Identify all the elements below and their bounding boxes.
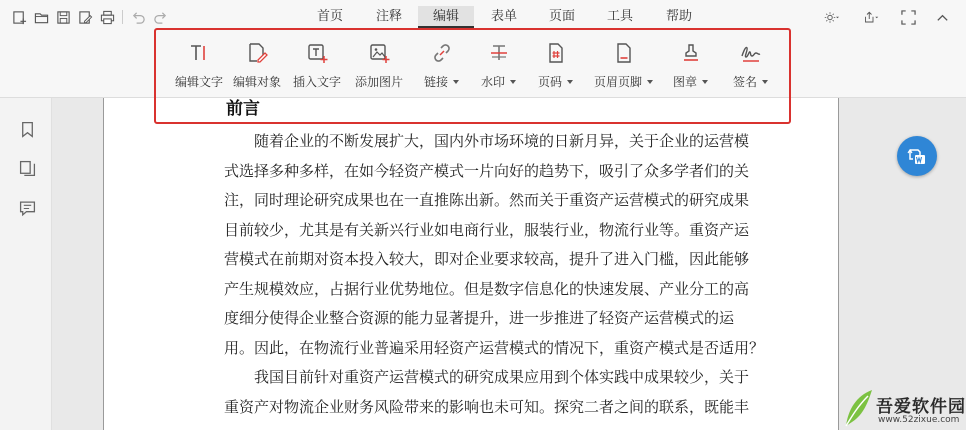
paragraph-line: 我国目前针对重资产运营模式的研究成果应用到个体实践中成果较少，关于	[254, 368, 750, 386]
page-number-dropdown[interactable]	[538, 40, 573, 92]
toolbar-divider	[122, 10, 123, 24]
comment-icon[interactable]	[17, 198, 37, 218]
main-tabs	[300, 6, 708, 28]
insert-text-button[interactable]	[293, 40, 341, 92]
document-page	[103, 98, 839, 430]
site-watermark	[838, 388, 966, 430]
convert-to-word-button[interactable]	[897, 136, 937, 176]
signature-icon	[740, 40, 762, 66]
tab-page[interactable]: 页面	[548, 9, 575, 24]
header-footer-label: 页眉页脚	[594, 75, 643, 89]
watermark-label: 水印	[481, 75, 506, 89]
leaf-logo-icon	[842, 388, 874, 428]
add-image-icon	[368, 40, 390, 66]
share-icon[interactable]	[858, 7, 884, 27]
chevron-down-icon	[567, 80, 573, 84]
edit-ribbon	[0, 34, 966, 98]
edit-object-label: 编辑对象	[233, 75, 282, 89]
chevron-down-icon	[702, 80, 708, 84]
edit-text-label: 编辑文字	[175, 75, 224, 89]
stamp-icon	[680, 40, 702, 66]
watermark-name: 吾爱软件园	[876, 397, 966, 417]
tab-annotate[interactable]: 注释	[375, 9, 402, 24]
theme-brightness-icon[interactable]	[818, 7, 844, 27]
add-image-button[interactable]	[355, 40, 403, 92]
page-number-icon	[545, 40, 567, 66]
bookmark-icon[interactable]	[17, 119, 37, 139]
save-as-icon[interactable]	[74, 7, 96, 27]
tab-home[interactable]: 首页	[316, 9, 343, 24]
paragraph-line: 产生规模效应，占据行业优势地位。但是数字信息化的快速发展、产业分工的高	[224, 279, 750, 298]
paragraph-line: 注，同时理论研究成果也在一直推陈出新。然而关于重资产运营模式的研究成果	[224, 191, 750, 209]
new-file-icon[interactable]	[8, 7, 30, 27]
add-image-label: 添加图片	[355, 75, 404, 89]
header-footer-dropdown[interactable]	[594, 40, 653, 92]
edit-object-button[interactable]	[233, 40, 281, 92]
edit-object-icon	[246, 40, 268, 66]
redo-icon[interactable]	[149, 7, 171, 27]
chevron-down-icon	[762, 80, 768, 84]
convert-word-icon	[905, 144, 929, 168]
link-dropdown[interactable]	[424, 40, 459, 92]
paragraph-line: 度细分使得企业整合资源的能力显著提升，进一步推进了轻资产运营模式的运	[224, 309, 735, 327]
watermark-icon	[488, 40, 510, 66]
thumbnails-icon[interactable]	[17, 158, 37, 178]
insert-text-icon	[306, 40, 328, 66]
print-icon[interactable]	[96, 7, 118, 27]
tab-edit[interactable]: 编辑	[418, 6, 474, 28]
edit-text-button[interactable]	[175, 40, 223, 92]
window-tools	[818, 7, 952, 27]
insert-text-label: 插入文字	[293, 75, 342, 89]
stamp-dropdown[interactable]	[673, 40, 708, 92]
tab-help[interactable]: 帮助	[665, 9, 692, 24]
paragraph-line: 随着企业的不断发展扩大，国内外市场环境的日新月异，关于企业的运营模	[254, 132, 750, 150]
tab-tools[interactable]: 工具	[606, 9, 633, 24]
tab-form[interactable]: 表单	[490, 9, 517, 24]
paragraph-line: 用。因此，在物流行业普遍采用轻资产运营模式的情况下，重资产模式是否适用？	[224, 338, 765, 357]
document-paragraph	[224, 363, 784, 422]
chevron-down-icon	[647, 80, 653, 84]
document-paragraph	[224, 127, 784, 363]
header-footer-icon	[613, 40, 635, 66]
chevron-down-icon	[510, 80, 516, 84]
watermark-url: www.52zixue.com	[878, 415, 960, 425]
left-sidebar	[0, 98, 52, 430]
document-heading: 前言	[226, 99, 260, 119]
paragraph-line: 式选择多种多样，在如今轻资产模式一片向好的趋势下，吸引了众多学者们的关	[224, 161, 750, 180]
edit-text-icon	[188, 40, 210, 66]
undo-icon[interactable]	[127, 7, 149, 27]
paragraph-line: 营模式在前期对资本投入较大，即对企业要求较高，提升了进入门槛，因此能够	[224, 250, 750, 268]
chevron-down-icon	[453, 80, 459, 84]
fullscreen-icon[interactable]	[898, 7, 918, 27]
menu-bar	[0, 0, 966, 34]
signature-label: 签名	[733, 75, 758, 89]
page-number-label: 页码	[538, 75, 563, 89]
paragraph-line: 重资产对物流企业财务风险带来的影响也未可知。探究二者之间的联系，既能丰	[224, 397, 750, 416]
link-label: 链接	[424, 75, 449, 89]
stamp-label: 图章	[673, 75, 698, 89]
open-folder-icon[interactable]	[30, 7, 52, 27]
save-icon[interactable]	[52, 7, 74, 27]
paragraph-line: 目前较少，尤其是有关新兴行业如电商行业，服装行业，物流行业等。重资产运	[224, 220, 750, 239]
watermark-dropdown[interactable]	[481, 40, 516, 92]
collapse-ribbon-icon[interactable]	[932, 7, 952, 27]
signature-dropdown[interactable]	[733, 40, 768, 92]
quick-access-toolbar	[8, 7, 171, 27]
link-icon	[431, 40, 453, 66]
